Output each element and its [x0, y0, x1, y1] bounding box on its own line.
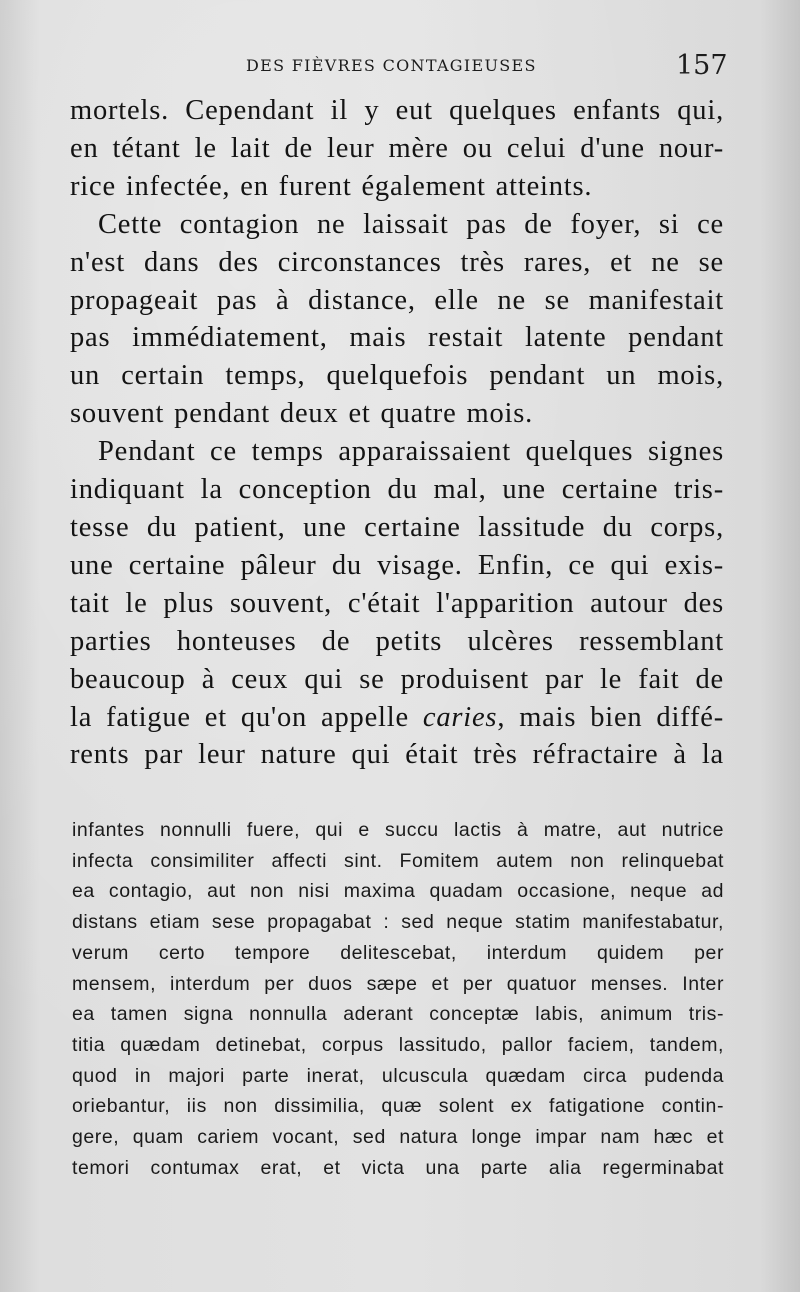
footnote-line: infantes nonnulli fuere, qui e succu lactis à matre, aut nutrice: [72, 819, 724, 841]
text-line: pas immédiatement, mais restait latente pendant: [70, 322, 724, 354]
footnote-line: titia quædam detinebat, corpus lassitudo, pallor faciem, tandem,: [72, 1033, 724, 1056]
footnote-line: verum certo tempore delitescebat, interdum quidem per: [72, 941, 724, 964]
text-fragment: , mais bien diffé-: [497, 701, 724, 733]
text-line: souvent pendant deux et quatre mois.: [70, 398, 534, 430]
footnote-line: oriebantur, iis non dissimilia, quæ solent ex fatigatione contin-: [72, 1095, 724, 1118]
text-line: un certain temps, quelquefois pendant un mois,: [70, 360, 724, 392]
footnote-line: infecta consimiliter affecti sint. Fomitem autem non relinquebat: [72, 849, 724, 872]
footnote-line: ea tamen signa nonnulla aderant conceptæ labis, animum tris-: [72, 1003, 724, 1026]
footnote-line: quod in majori parte inerat, ulcuscula quædam circa pudenda: [72, 1064, 724, 1087]
text-line: rents par leur nature qui était très réfractaire à la: [70, 739, 724, 771]
latin-footnote: [72, 815, 724, 1183]
text-line: propageait pas à distance, elle ne se manifestait: [70, 284, 724, 316]
text-fragment: la fatigue et qu'on appelle: [70, 701, 423, 733]
footnote-line: mensem, interdum per duos sæpe et per quatuor menses. Inter: [72, 972, 724, 995]
text-line: beaucoup à ceux qui se produisent par le fait de: [70, 663, 724, 695]
text-line-with-italic: [70, 699, 724, 737]
text-line: une certaine pâleur du visage. Enfin, ce qui exis-: [70, 549, 724, 581]
italic-term: caries: [422, 701, 498, 733]
text-line: parties honteuses de petits ulcères ressemblant: [70, 625, 724, 657]
text-line: mortels. Cependant il y eut quelques enfants qui,: [70, 95, 724, 126]
text-line: indiquant la conception du mal, une certaine tris-: [70, 474, 724, 506]
footnote-line: ea contagio, aut non nisi maxima quadam occasione, neque ad: [72, 880, 724, 903]
footnote-line: gere, quam cariem vocant, sed natura longe impar nam hæc et: [72, 1126, 724, 1149]
text-line: Cette contagion ne laissait pas de foyer, si ce: [98, 208, 724, 240]
footnote-line: distans etiam sese propagabat : sed neque statim manifestabatur,: [72, 911, 724, 934]
page-header: [0, 50, 800, 86]
footnote-line: temori contumax erat, et victa una parte alia regerminabat: [72, 1156, 724, 1179]
page-number: 157: [676, 50, 728, 81]
text-line: tait le plus souvent, c'était l'apparition autour des: [70, 587, 724, 619]
text-line: rice infectée, en furent également atteints.: [70, 170, 593, 202]
text-line: Pendant ce temps apparaissaient quelques signes: [98, 436, 724, 468]
main-text: [70, 92, 724, 774]
text-line: tesse du patient, une certaine lassitude du corps,: [70, 511, 724, 543]
text-line: en tétant le lait de leur mère ou celui d'une nour-: [70, 132, 724, 164]
text-line: n'est dans des circonstances très rares, et ne se: [70, 246, 724, 278]
running-title: DES FIÈVRES CONTAGIEUSES: [246, 56, 537, 75]
